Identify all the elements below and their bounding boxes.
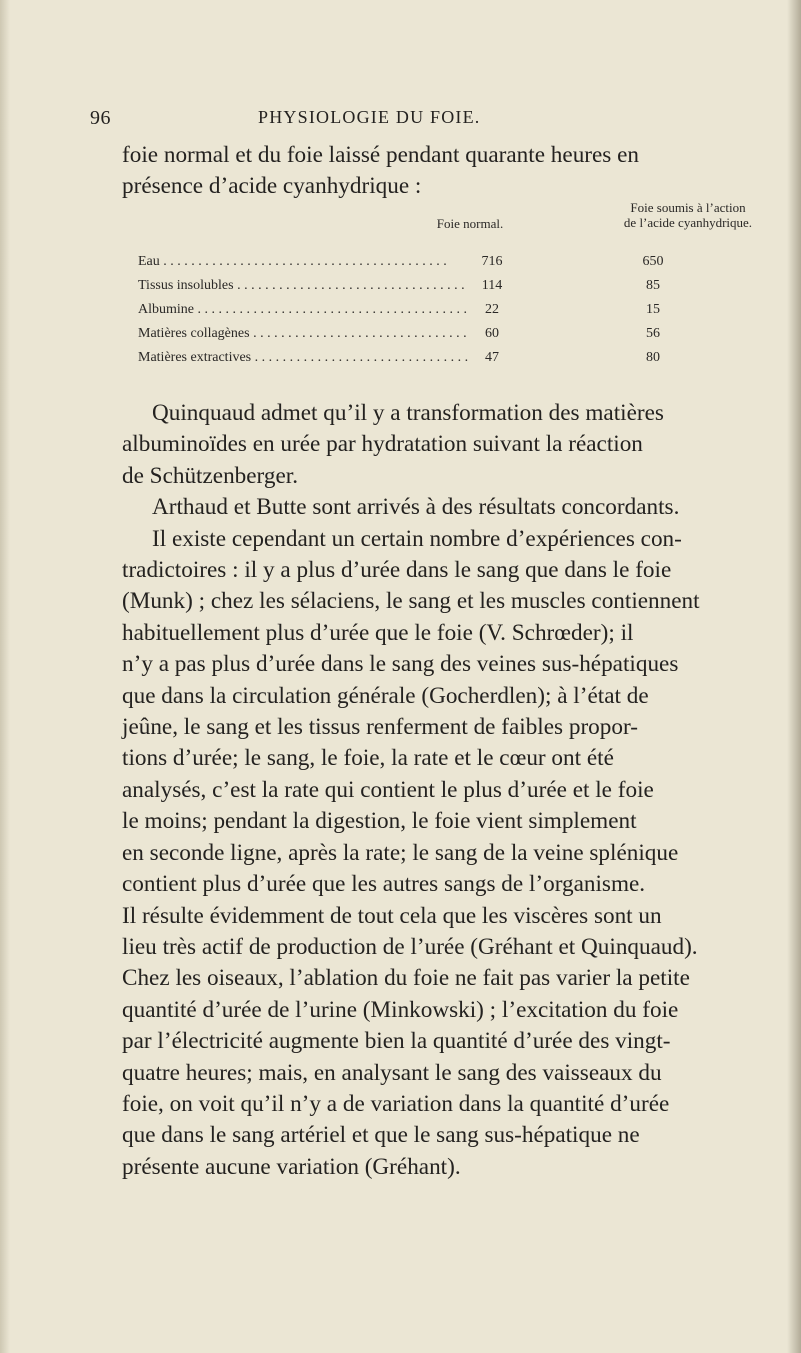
text-line: en seconde ligne, après la rate; le sang de la veine splénique: [122, 839, 679, 866]
row-label: Matières collagènes . . .: [138, 323, 468, 345]
text-line: Chez les oiseaux, l’ablation du foie ne fait pas varier la petite: [122, 965, 690, 992]
value-cyanhydric: 650: [642, 254, 664, 269]
composition-table: [138, 196, 778, 386]
text-line: que dans le sang artériel et que le sang sus-hépatique ne: [122, 1122, 640, 1149]
text-line: quantité d’urée de l’urine (Minkowski) ; l’excitation du foie: [122, 996, 679, 1023]
text-line: lieu très actif de production de l’urée (Gréhant et Quinquaud).: [122, 933, 698, 960]
value-normal: 114: [481, 278, 503, 293]
text-line: tions d’urée; le sang, le foie, la rate et le cœur ont été: [122, 745, 614, 772]
text-line: foie normal et du foie laissé pendant quarante heures en: [122, 142, 640, 168]
text-line: contient plus d’urée que les autres sangs de l’organisme.: [122, 871, 646, 898]
value-cyanhydric: 56: [646, 326, 660, 341]
text-line: (Munk) ; chez les sélaciens, le sang et les muscles contiennent: [122, 588, 700, 615]
running-title: PHYSIOLOGIE DU FOIE.: [258, 107, 481, 127]
page-number: 96: [90, 107, 111, 129]
text-line: foie, on voit qu’il n’y a de variation dans la quantité d’urée: [122, 1090, 670, 1117]
row-label: Albumine . . .: [138, 299, 468, 321]
value-normal: 47: [485, 350, 499, 365]
value-normal: 716: [481, 254, 503, 269]
text-line: que dans la circulation générale (Gocherdlen); à l’état de: [122, 682, 649, 709]
text-line: n’y a pas plus d’urée dans le sang des veines sus-hépatiques: [122, 651, 679, 678]
text-line: présence d’acide cyanhydrique :: [122, 173, 422, 200]
column-header-normal: Foie normal.: [436, 216, 504, 231]
text-line: Il résulte évidemment de tout cela que les viscères sont un: [122, 902, 662, 929]
row-label: Matières extractives . . .: [138, 347, 468, 369]
text-line: le moins; pendant la digestion, le foie vient simplement: [122, 808, 637, 835]
body-text: [122, 398, 770, 1183]
text-line: de Schützenberger.: [122, 462, 298, 489]
value-normal: 60: [485, 326, 499, 341]
page-edge-left: [0, 0, 10, 1353]
value-normal: 22: [485, 302, 499, 317]
text-line: jeûne, le sang et les tissus renferment de faibles propor-: [122, 714, 638, 741]
table-row: [138, 323, 778, 345]
page-edge-right: [787, 0, 801, 1353]
value-cyanhydric: 80: [646, 350, 660, 365]
text-line: albuminoïdes en urée par hydratation suivant la réaction: [122, 431, 643, 458]
table-row: [138, 299, 778, 321]
text-line: par l’électricité augmente bien la quantité d’urée des vingt-: [122, 1028, 671, 1055]
table-row: [138, 251, 778, 273]
column-header-cyanhydric: [598, 200, 778, 230]
table-row: [138, 347, 778, 369]
intro-paragraph: [122, 140, 770, 203]
row-label: Tissus insolubles . . .: [138, 275, 468, 297]
text-line: Arthaud et Butte sont arrivés à des résultats concordants.: [152, 494, 680, 521]
text-line: Il existe cependant un certain nombre d’expériences con-: [152, 525, 682, 552]
text-line: analysés, c’est la rate qui contient le plus d’urée et le foie: [122, 776, 654, 803]
page-header: [90, 107, 770, 131]
column-header-line: Foie soumis à l’action: [630, 200, 746, 215]
text-line: habituellement plus d’urée que le foie (V. Schrœder); il: [122, 619, 634, 646]
row-label: Eau . . .: [138, 251, 468, 273]
value-cyanhydric: 85: [646, 278, 660, 293]
table-row: [138, 275, 778, 297]
value-cyanhydric: 15: [646, 302, 660, 317]
column-header-line: de l’acide cyanhydrique.: [623, 215, 753, 230]
text-line: Quinquaud admet qu’il y a transformation des matières: [152, 400, 664, 426]
text-line: tradictoires : il y a plus d’urée dans le sang que dans le foie: [122, 557, 672, 584]
text-line: quatre heures; mais, en analysant le sang des vaisseaux du: [122, 1059, 662, 1086]
text-line: présente aucune variation (Gréhant).: [122, 1153, 461, 1180]
